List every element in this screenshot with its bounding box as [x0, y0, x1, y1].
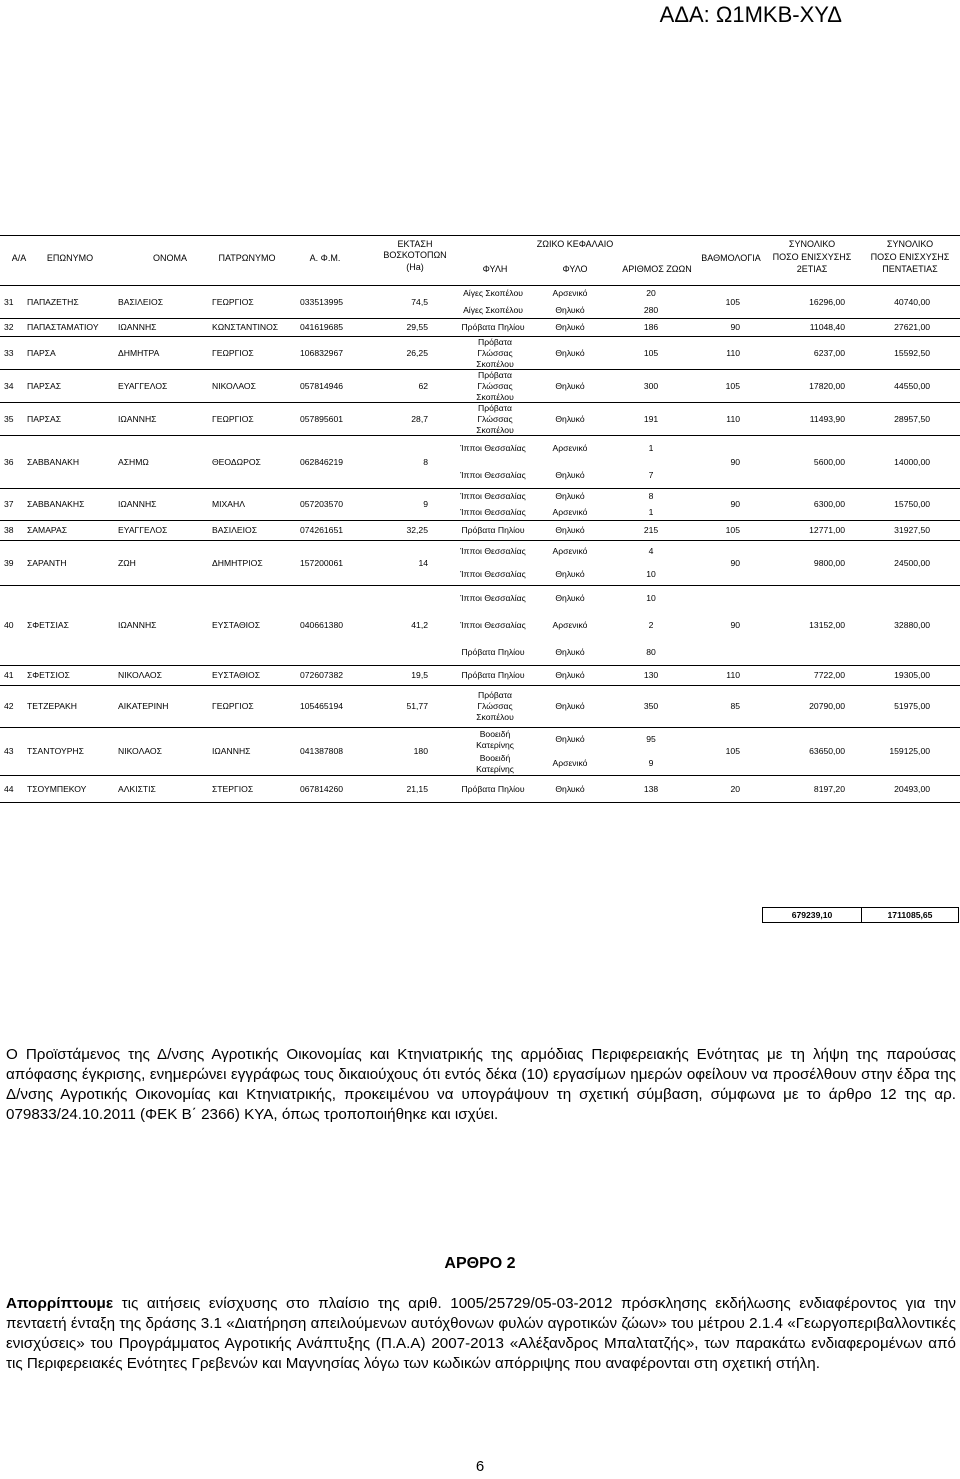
table-row — [0, 318, 960, 336]
row-area: 26,25 — [406, 347, 428, 358]
animal-sex: Αρσενικό — [552, 758, 588, 768]
row-father: ΓΕΩΡΓΙΟΣ — [212, 701, 254, 711]
animal-breed: Βοοειδή Κατερίνης — [476, 729, 514, 750]
row-area: 8 — [423, 456, 428, 467]
animal-sex: Θηλυκό — [555, 491, 585, 501]
row-afm: 072607382 — [300, 670, 344, 680]
animal-count: 9 — [648, 758, 654, 768]
row-name: ΑΛΚΙΣΤΙΣ — [118, 783, 156, 794]
row-total-2year: 8197,20 — [813, 783, 845, 794]
table-row — [0, 488, 960, 520]
row-surname: ΤΕΤΖΕΡΑΚΗ — [27, 701, 77, 711]
row-aa: 40 — [4, 620, 14, 630]
row-total-2year: 6237,00 — [813, 347, 845, 358]
row-surname: ΠΑΠΑΖΕΤΗΣ — [27, 296, 79, 307]
header-total5-2: ΠΟΣΟ ΕΝΙΣΧΥΣΗΣ — [870, 252, 950, 262]
table-row — [0, 585, 960, 665]
row-score: 105 — [725, 296, 740, 307]
header-area-3: (Ha) — [406, 262, 424, 272]
row-surname: ΠΑΡΣΑΣ — [27, 413, 62, 424]
header-area-2: ΒΟΣΚΟΤΟΠΩΝ — [383, 250, 447, 260]
row-surname: ΤΣΑΝΤΟΥΡΗΣ — [27, 746, 84, 756]
animal-count: 105 — [643, 347, 659, 358]
page-number: 6 — [475, 1458, 485, 1475]
row-total-5year: 14000,00 — [894, 456, 930, 467]
table-row — [0, 285, 960, 318]
row-total-2year: 5600,00 — [813, 456, 845, 467]
header-surname: ΕΠΩΝΥΜΟ — [46, 253, 94, 263]
animal-count: 1 — [648, 443, 654, 454]
header-afm: Α. Φ.Μ. — [309, 253, 341, 263]
row-father: ΣΤΕΡΓΙΟΣ — [212, 783, 254, 794]
row-afm: 106832967 — [300, 347, 344, 358]
row-afm: 057895601 — [300, 413, 344, 424]
row-total-5year: 159125,00 — [889, 746, 930, 756]
total-2year: 679239,10 — [762, 907, 862, 923]
row-aa: 34 — [4, 380, 14, 391]
row-total-5year: 44550,00 — [894, 380, 930, 391]
table-row — [0, 665, 960, 685]
row-score: 90 — [730, 620, 740, 630]
row-name: ΙΩΑΝΝΗΣ — [118, 620, 157, 630]
row-total-2year: 20790,00 — [809, 701, 845, 711]
row-father: ΔΗΜΗΤΡΙΟΣ — [212, 557, 263, 568]
animal-count: 2 — [648, 620, 654, 630]
row-score: 90 — [730, 499, 740, 509]
animal-sex: Αρσενικό — [552, 546, 588, 557]
row-score: 90 — [730, 557, 740, 568]
animal-breed: Πρόβατα Γλώσσας Σκοπέλου — [476, 370, 514, 402]
row-name: ΕΥΑΓΓΕΛΟΣ — [118, 525, 168, 535]
row-total-5year: 32880,00 — [894, 620, 930, 630]
row-afm: 105465194 — [300, 701, 344, 711]
row-total-2year: 63650,00 — [809, 746, 845, 756]
row-name: ΑΙΚΑΤΕΡΙΝΗ — [118, 701, 169, 711]
table-row — [0, 685, 960, 727]
row-total-2year: 17820,00 — [809, 380, 845, 391]
row-aa: 31 — [4, 296, 14, 307]
header-name: ΟΝΟΜΑ — [152, 253, 187, 263]
row-score: 110 — [726, 413, 740, 424]
row-total-2year: 6300,00 — [813, 499, 845, 509]
row-afm: 057814946 — [300, 380, 344, 391]
animal-sex: Θηλυκό — [555, 734, 585, 744]
row-total-5year: 31927,50 — [894, 525, 930, 535]
header-count: ΑΡΙΘΜΟΣ ΖΩΩΝ — [622, 264, 692, 274]
row-total-2year: 13152,00 — [809, 620, 845, 630]
row-surname: ΠΑΠΑΣΤΑΜΑΤΙΟΥ — [27, 322, 99, 332]
animal-sex: Θηλυκό — [555, 380, 585, 391]
animal-sex: Θηλυκό — [555, 783, 585, 794]
animal-breed: Ίπποι Θεσσαλίας — [460, 593, 526, 604]
row-name: ΝΙΚΟΛΑΟΣ — [118, 746, 162, 756]
row-surname: ΣΑΒΒΑΝΑΚΗΣ — [27, 499, 85, 509]
animal-breed: Ίπποι Θεσσαλίας — [460, 546, 526, 557]
animal-breed: Ίπποι Θεσσαλίας — [460, 620, 526, 630]
header-capital: ΖΩΙΚΟ ΚΕΦΑΛΑΙΟ — [536, 239, 614, 249]
row-total-5year: 24500,00 — [894, 557, 930, 568]
animal-count: 8 — [648, 491, 654, 501]
row-father: ΙΩΑΝΝΗΣ — [212, 746, 251, 756]
row-surname: ΣΦΕΤΣΙΑΣ — [27, 620, 69, 630]
animal-sex: Θηλυκό — [555, 646, 585, 657]
row-area: 9 — [423, 499, 428, 509]
row-surname: ΣΑΡΑΝΤΗ — [27, 557, 67, 568]
row-afm: 041387808 — [300, 746, 344, 756]
table-row — [0, 402, 960, 435]
article-heading: ΑΡΘΡΟ 2 — [444, 1255, 516, 1272]
animal-sex: Αρσενικό — [552, 288, 588, 299]
header-total2-3: 2ΕΤΙΑΣ — [796, 264, 828, 274]
row-father: ΓΕΩΡΓΙΟΣ — [212, 347, 254, 358]
header-total2-2: ΠΟΣΟ ΕΝΙΣΧΥΣΗΣ — [772, 252, 852, 262]
row-afm: 067814260 — [300, 783, 344, 794]
table-row — [0, 435, 960, 488]
row-name: ΑΣΗΜΩ — [118, 456, 149, 467]
row-total-2year: 7722,00 — [813, 670, 845, 680]
row-name: ΙΩΑΝΝΗΣ — [118, 322, 157, 332]
row-area: 74,5 — [411, 296, 428, 307]
row-afm: 157200061 — [300, 557, 344, 568]
animal-sex: Θηλυκό — [555, 469, 585, 480]
animal-count: 4 — [648, 546, 654, 557]
table-row — [0, 727, 960, 775]
header-father: ΠΑΤΡΩΝΥΜΟ — [218, 253, 276, 263]
animal-breed: Πρόβατα Γλώσσας Σκοπέλου — [476, 690, 514, 722]
animal-breed: Ίπποι Θεσσαλίας — [460, 507, 526, 517]
animal-sex: Θηλυκό — [555, 525, 585, 535]
row-score: 20 — [730, 783, 740, 794]
row-total-5year: 27621,00 — [894, 322, 930, 332]
row-score: 85 — [730, 701, 740, 711]
row-area: 29,55 — [406, 322, 428, 332]
animal-count: 138 — [643, 783, 659, 794]
row-aa: 41 — [4, 670, 14, 680]
row-area: 28,7 — [411, 413, 428, 424]
row-aa: 43 — [4, 746, 14, 756]
document-code: ΑΔΑ: Ω1ΜΚΒ-ΧΥΔ — [659, 2, 842, 27]
row-total-5year: 15592,50 — [894, 347, 930, 358]
row-name: ΙΩΑΝΝΗΣ — [118, 499, 157, 509]
rejection-text: τις αιτήσεις ενίσχυσης στο πλαίσιο της αριθ. 1005/25729/05-03-2012 πρόσκλησης εκδήλωσης ενδιαφέροντος για την πενταετή ένταξη της δράσης 3.1 «Διατήρηση απειλούμενων αυτόχθονων φυλών αγροτικών ζώων» του μέτρου 2.1.4 «Γεωργοπεριβαλλοντικές ενισχύσεις» του Προγράμματος Αγροτικής Ανάπτυξης (Π.Α.Α) 2007-2013 «Αλέξανδρος Μπαλτατζής», των παρακάτω ενδιαφερομένων από τις Περιφερειακές Ενότητες Γρεβενών και Μαγνησίας λόγω των κωδικών απόρριψης που αναφέρονται στη σχετική στήλη. — [6, 1295, 956, 1372]
row-total-5year: 15750,00 — [894, 499, 930, 509]
table-body — [0, 285, 960, 803]
row-father: ΓΕΩΡΓΙΟΣ — [212, 296, 254, 307]
animal-sex: Αρσενικό — [552, 620, 588, 630]
row-aa: 44 — [4, 783, 14, 794]
animal-count: 1 — [648, 507, 654, 517]
animal-count: 350 — [643, 701, 659, 711]
row-total-5year: 20493,00 — [894, 783, 930, 794]
row-score: 90 — [730, 456, 740, 467]
header-total5-3: ΠΕΝΤΑΕΤΙΑΣ — [882, 264, 938, 274]
rejection-verb: Απορρίπτουμε — [6, 1295, 114, 1312]
animal-count: 215 — [643, 525, 659, 535]
row-area: 14 — [418, 557, 428, 568]
row-father: ΜΙΧΑΗΛ — [212, 499, 245, 509]
header-total5-1: ΣΥΝΟΛΙΚΟ — [886, 239, 934, 249]
row-area: 180 — [413, 746, 428, 756]
row-father: ΓΕΩΡΓΙΟΣ — [212, 413, 254, 424]
animal-breed: Πρόβατα Γλώσσας Σκοπέλου — [476, 337, 514, 369]
row-total-2year: 16296,00 — [809, 296, 845, 307]
row-surname: ΣΑΒΒΑΝΑΚΗ — [27, 456, 80, 467]
animal-breed: Ίπποι Θεσσαλίας — [460, 443, 526, 454]
row-father: ΘΕΟΔΩΡΟΣ — [212, 456, 261, 467]
table-row — [0, 369, 960, 402]
table-row — [0, 775, 960, 802]
row-afm: 040661380 — [300, 620, 344, 630]
row-aa: 36 — [4, 456, 14, 467]
row-aa: 42 — [4, 701, 14, 711]
animal-breed: Αίγες Σκοπέλου — [463, 304, 523, 315]
rejection-paragraph — [6, 1294, 956, 1374]
animal-breed: Ίπποι Θεσσαλίας — [460, 491, 526, 501]
row-aa: 32 — [4, 322, 14, 332]
row-father: ΚΩΝΣΤΑΝΤΙΝΟΣ — [212, 322, 279, 332]
animal-breed: Ίπποι Θεσσαλίας — [460, 469, 526, 480]
animal-count: 186 — [643, 322, 659, 332]
animal-sex: Θηλυκό — [555, 701, 585, 711]
row-father: ΕΥΣΤΑΘΙΟΣ — [212, 620, 261, 630]
animal-count: 95 — [646, 734, 656, 744]
animal-sex: Θηλυκό — [555, 413, 585, 424]
animal-count: 280 — [643, 304, 659, 315]
row-name: ΝΙΚΟΛΑΟΣ — [118, 670, 162, 680]
row-surname: ΣΦΕΤΣΙΟΣ — [27, 670, 70, 680]
header-aa: Α/Α — [11, 253, 27, 263]
row-afm: 057203570 — [300, 499, 344, 509]
animal-sex: Θηλυκό — [555, 593, 585, 604]
animal-sex: Αρσενικό — [552, 443, 588, 454]
row-total-2year: 12771,00 — [809, 525, 845, 535]
row-area: 51,77 — [406, 701, 428, 711]
animal-sex: Αρσενικό — [552, 507, 588, 517]
animal-breed: Βοοειδή Κατερίνης — [476, 753, 514, 774]
row-score: 105 — [725, 746, 740, 756]
row-name: ΙΩΑΝΝΗΣ — [118, 413, 157, 424]
animal-sex: Θηλυκό — [555, 347, 585, 358]
animal-count: 10 — [646, 593, 656, 604]
table-bottom-border — [0, 802, 960, 803]
row-aa: 33 — [4, 347, 14, 358]
row-name: ΔΗΜΗΤΡΑ — [118, 347, 160, 358]
row-name: ΕΥΑΓΓΕΛΟΣ — [118, 380, 168, 391]
animal-breed: Πρόβατα Πηλίου — [461, 670, 525, 680]
animal-breed: Πρόβατα Πηλίου — [461, 322, 525, 332]
row-area: 41,2 — [411, 620, 428, 630]
row-name: ΒΑΣΙΛΕΙΟΣ — [118, 296, 164, 307]
row-surname: ΣΑΜΑΡΑΣ — [27, 525, 68, 535]
row-score: 105 — [725, 525, 740, 535]
row-afm: 074261651 — [300, 525, 344, 535]
table-row — [0, 520, 960, 540]
row-aa: 37 — [4, 499, 14, 509]
animal-breed: Πρόβατα Γλώσσας Σκοπέλου — [476, 403, 514, 435]
row-area: 19,5 — [411, 670, 428, 680]
row-surname: ΤΣΟΥΜΠΕΚΟΥ — [27, 783, 87, 794]
header-breed: ΦΥΛΗ — [482, 264, 508, 274]
animal-count: 130 — [643, 670, 659, 680]
animal-sex: Θηλυκό — [555, 304, 585, 315]
header-total2-1: ΣΥΝΟΛΙΚΟ — [788, 239, 836, 249]
animal-sex: Θηλυκό — [555, 670, 585, 680]
row-score: 90 — [730, 322, 740, 332]
animal-count: 300 — [643, 380, 659, 391]
row-aa: 35 — [4, 413, 14, 424]
row-total-5year: 40740,00 — [894, 296, 930, 307]
row-total-5year: 28957,50 — [894, 413, 930, 424]
table-row — [0, 336, 960, 369]
header-area-1: ΕΚΤΑΣΗ — [397, 239, 433, 249]
table-header — [0, 235, 960, 285]
animal-count: 10 — [646, 568, 656, 579]
row-surname: ΠΑΡΣΑ — [27, 347, 56, 358]
row-afm: 062846219 — [300, 456, 344, 467]
row-aa: 39 — [4, 557, 14, 568]
row-father: ΝΙΚΟΛΑΟΣ — [212, 380, 256, 391]
animal-breed: Αίγες Σκοπέλου — [463, 288, 523, 299]
row-score: 110 — [726, 670, 740, 680]
row-total-2year: 11493,90 — [809, 413, 845, 424]
row-surname: ΠΑΡΣΑΣ — [27, 380, 62, 391]
header-sex: ΦΥΛΟ — [562, 264, 588, 274]
beneficiaries-table — [0, 235, 960, 803]
row-afm: 041619685 — [300, 322, 344, 332]
animal-breed: Ίπποι Θεσσαλίας — [460, 568, 526, 579]
row-total-2year: 9800,00 — [813, 557, 845, 568]
totals-row — [0, 907, 960, 923]
animal-count: 20 — [646, 288, 656, 299]
total-5year: 1711085,65 — [861, 907, 959, 923]
row-area: 21,15 — [406, 783, 428, 794]
approval-paragraph: Ο Προϊστάμενος της Δ/νσης Αγροτικής Οικονομίας και Κτηνιατρικής της αρμόδιας Περιφερειακής Ενότητας με τη λήψη της παρούσας απόφασης έγκρισης, ενημερώνει εγγράφως τους δικαιούχους ότι εντός δέκα (10) εργασίμων ημερών οφείλουν να προσέλθουν στην έδρα της Δ/νσης Αγροτικής Οικονομίας και Κτηνιατρικής, προκειμένου να υπογράψουν τη σχετική σύμβαση, σύμφωνα με το άρθρο 12 της αρ. 079833/24.10.2011 (ΦΕΚ Β΄ 2366) ΚΥΑ, όπως τροποποιήθηκε και ισχύει. — [6, 1046, 956, 1123]
row-aa: 38 — [4, 525, 14, 535]
row-area: 32,25 — [406, 525, 428, 535]
animal-breed: Πρόβατα Πηλίου — [461, 525, 525, 535]
row-total-5year: 19305,00 — [894, 670, 930, 680]
row-father: ΒΑΣΙΛΕΙΟΣ — [212, 525, 258, 535]
row-name: ΖΩΗ — [118, 557, 136, 568]
animal-sex: Θηλυκό — [555, 322, 585, 332]
animal-breed: Πρόβατα Πηλίου — [461, 646, 525, 657]
animal-count: 191 — [643, 413, 659, 424]
row-afm: 033513995 — [300, 296, 344, 307]
row-total-2year: 11048,40 — [809, 322, 845, 332]
row-total-5year: 51975,00 — [894, 701, 930, 711]
row-father: ΕΥΣΤΑΘΙΟΣ — [212, 670, 261, 680]
animal-count: 80 — [646, 646, 656, 657]
row-score: 105 — [725, 380, 740, 391]
header-score: ΒΑΘΜΟΛΟΓΙΑ — [701, 253, 761, 263]
table-row — [0, 540, 960, 585]
animal-count: 7 — [648, 469, 654, 480]
animal-sex: Θηλυκό — [555, 568, 585, 579]
row-area: 62 — [418, 380, 428, 391]
animal-breed: Πρόβατα Πηλίου — [461, 783, 525, 794]
row-score: 110 — [726, 347, 740, 358]
